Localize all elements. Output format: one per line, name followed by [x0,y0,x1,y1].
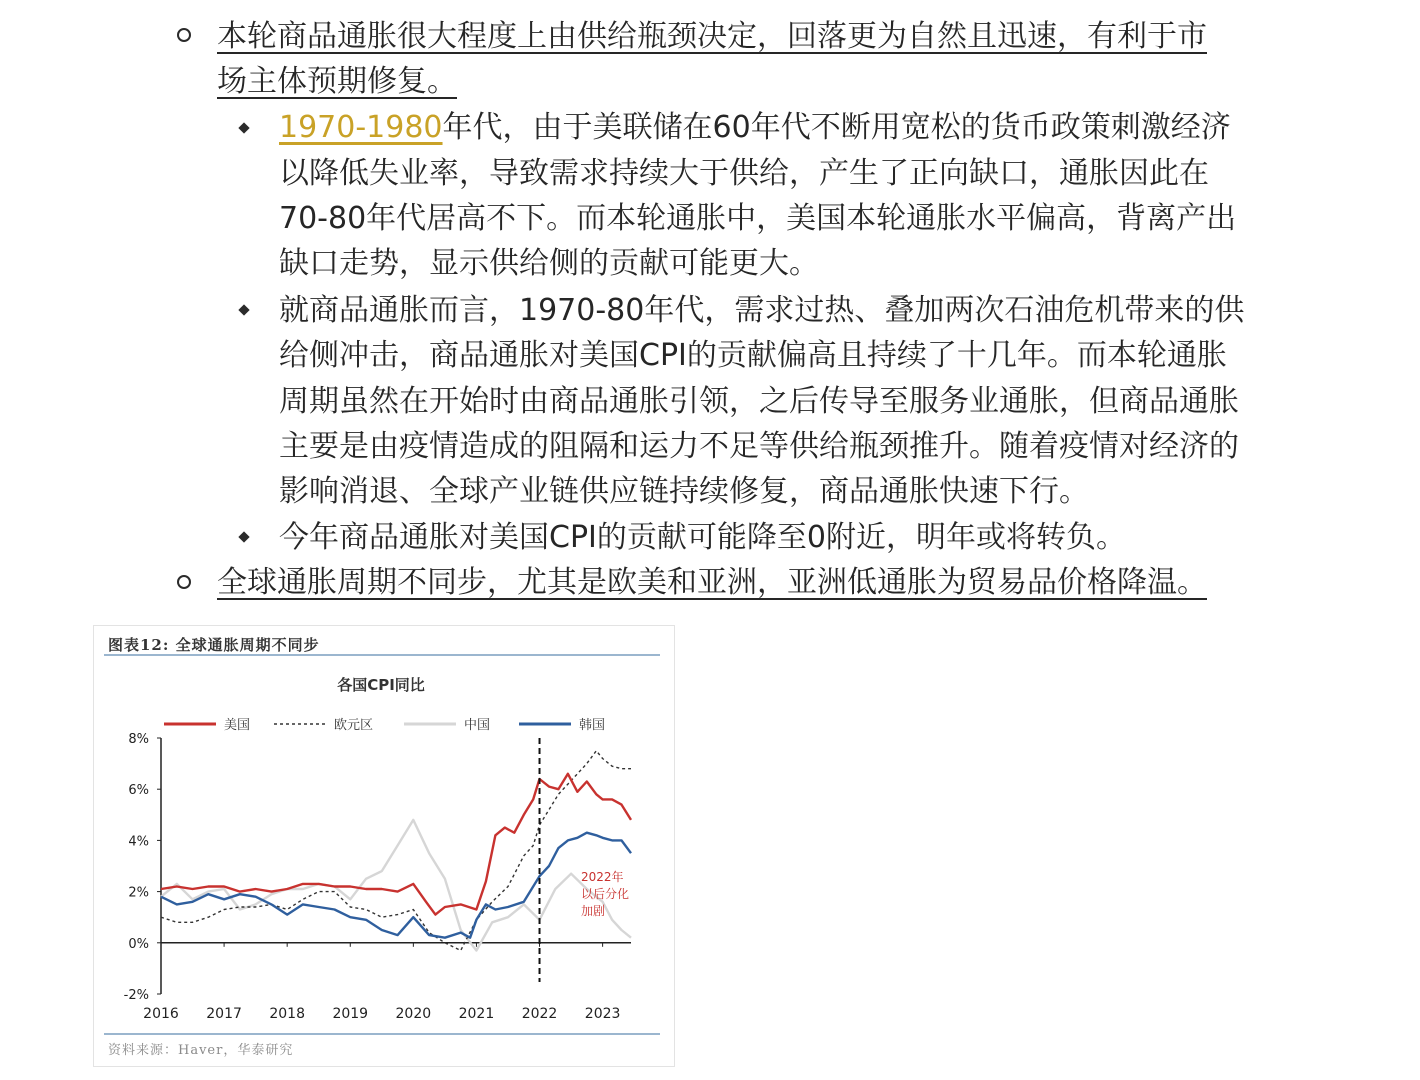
series-line-欧元区 [161,751,631,951]
x-tick-label: 2023 [584,1006,621,1022]
chart-axes [124,732,631,1022]
figure-label: 图表12: 全球通胀周期不同步 [108,636,320,654]
chart-legend [164,717,605,733]
chart-figure [93,625,675,1067]
bullet-3-line-4: 主要是由疫情造成的阻隔和运力不足等供给瓶颈推升。随着疫情对经济的 [279,429,1239,464]
series-line-中国 [161,820,631,951]
x-tick-label: 2020 [395,1006,432,1022]
figure-bottom-rule [104,1033,660,1035]
bullet-1-line-2: 场主体预期修复。 [217,64,457,99]
y-tick-label: 0% [128,936,149,952]
y-tick-label: 6% [128,783,149,799]
bullet-2-line-1 [279,106,1231,150]
bullet-2-line-3: 70-80年代居高不下。而本轮通胀中，美国本轮通胀水平偏高，背离产出 [279,201,1237,236]
series-line-美国 [161,774,631,915]
figure-source: 资料来源：Haver，华泰研究 [108,1043,294,1058]
y-tick-label: 2% [128,885,149,901]
bullet-2-line-4: 缺口走势，显示供给侧的贡献可能更大。 [279,246,819,281]
bullet-3-line-1: 就商品通胀而言，1970-80年代，需求过热、叠加两次石油危机带来的供 [279,293,1245,328]
legend-label: 欧元区 [334,718,374,733]
chart-annotation [581,869,629,918]
diamond-bullet-icon [238,304,249,315]
x-tick-label: 2019 [332,1006,369,1022]
x-tick-label: 2018 [269,1006,305,1022]
x-tick-label: 2021 [458,1006,495,1022]
cpi-line-chart [94,656,674,1036]
circle-bullet-icon [177,28,191,42]
y-tick-label: -2% [123,988,149,1003]
bullet-2-line-1-text: 年代，由于美联储在60年代不断用宽松的货币政策刺激经济 [442,110,1231,145]
bullet-3-line-3: 周期虽然在开始时由商品通胀引领，之后传导至服务业通胀，但商品通胀 [279,384,1239,419]
y-tick-label: 4% [128,834,149,850]
bullet-3-line-2: 给侧冲击，商品通胀对美国CPI的贡献偏高且持续了十几年。而本轮通胀 [279,338,1227,373]
bullet-5-line-1: 全球通胀周期不同步，尤其是欧美和亚洲，亚洲低通胀为贸易品价格降温。 [217,565,1207,600]
years-link[interactable]: 1970-1980 [279,110,443,145]
diamond-bullet-icon [238,531,249,542]
y-tick-label: 8% [128,732,149,747]
legend-label: 中国 [464,718,491,733]
chart-plot-area [161,738,631,982]
legend-label: 美国 [224,718,251,733]
chart-title: 各国CPI同比 [337,676,425,694]
x-tick-label: 2016 [143,1006,179,1022]
bullet-3-line-5: 影响消退、全球产业链供应链持续修复，商品通胀快速下行。 [279,474,1089,509]
circle-bullet-icon [177,575,191,589]
bullet-2-line-2: 以降低失业率，导致需求持续大于供给，产生了正向缺口，通胀因此在 [279,156,1209,191]
bullet-1-line-1: 本轮商品通胀很大程度上由供给瓶颈决定，回落更为自然且迅速，有利于市 [217,19,1207,54]
legend-label: 韩国 [579,718,606,733]
annotation-text: 加剧 [581,904,606,918]
annotation-text: 以后分化 [581,887,630,901]
annotation-text: 2022年 [581,870,624,884]
x-tick-label: 2017 [206,1006,242,1022]
bullet-4-line-1: 今年商品通胀对美国CPI的贡献可能降至0附近，明年或将转负。 [279,520,1126,555]
diamond-bullet-icon [238,122,249,133]
x-tick-label: 2022 [521,1006,558,1022]
